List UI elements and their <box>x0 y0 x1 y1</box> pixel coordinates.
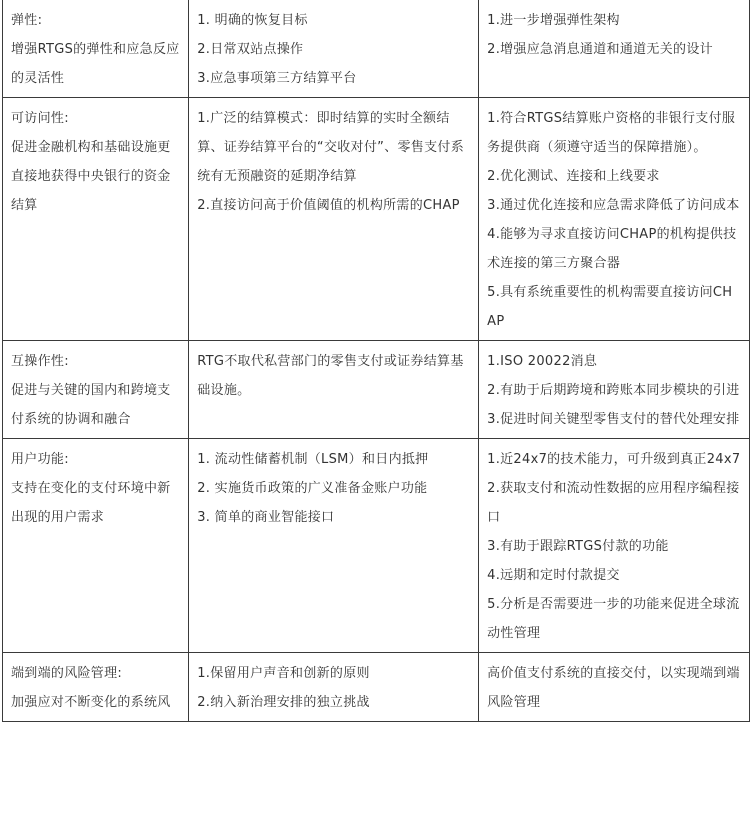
cell-line: 互操作性: <box>11 354 69 369</box>
cell-line: 2.优化测试、连接和上线要求 <box>487 169 660 184</box>
cell-line: 支持在变化的支付环境中新出现的用户需求 <box>11 481 171 525</box>
cell-line: 1. 流动性储蓄机制（LSM）和日内抵押 <box>197 452 429 467</box>
cell-line: 1.ISO 20022消息 <box>487 354 598 369</box>
table-body <box>3 0 750 722</box>
table-cell-col1 <box>3 653 189 722</box>
table-cell-col1 <box>3 98 189 341</box>
cell-line: 弹性: <box>11 13 43 28</box>
cell-line: 2.有助于后期跨境和跨账本同步模块的引进 <box>487 383 740 398</box>
comparison-table <box>2 0 750 722</box>
cell-line: 可访问性: <box>11 111 69 126</box>
cell-line: 3. 简单的商业智能接口 <box>197 510 335 525</box>
cell-line: 促进与关键的国内和跨境支付系统的协调和融合 <box>11 383 171 427</box>
cell-line: RTG不取代私营部门的零售支付或证券结算基础设施。 <box>197 354 464 398</box>
cell-line: 1.近24x7的技术能力，可升级到真正24x7 <box>487 452 741 467</box>
cell-line: 高价值支付系统的直接交付，以实现端到端风险管理 <box>487 666 740 710</box>
table-cell-col2 <box>189 0 479 98</box>
cell-line: 1.进一步增强弹性架构 <box>487 13 620 28</box>
cell-line: 4.能够为寻求直接访问CHAP的机构提供技术连接的第三方聚合器 <box>487 227 737 271</box>
table-row <box>3 0 750 98</box>
cell-line: 加强应对不断变化的系统风 <box>11 695 171 710</box>
table-cell-col3 <box>479 439 750 653</box>
cell-line: 3.通过优化连接和应急需求降低了访问成本 <box>487 198 740 213</box>
table-cell-col2 <box>189 439 479 653</box>
cell-line: 端到端的风险管理: <box>11 666 123 681</box>
table-cell-col1 <box>3 341 189 439</box>
table-cell-col2 <box>189 341 479 439</box>
cell-line: 增强RTGS的弹性和应急反应的灵活性 <box>11 42 180 86</box>
cell-line: 5.分析是否需要进一步的功能来促进全球流动性管理 <box>487 597 740 641</box>
cell-line: 用户功能: <box>11 452 69 467</box>
cell-line: 4.远期和定时付款提交 <box>487 568 620 583</box>
table-row <box>3 341 750 439</box>
table-cell-col3 <box>479 0 750 98</box>
table-cell-col1 <box>3 0 189 98</box>
cell-line: 1.符合RTGS结算账户资格的非银行支付服务提供商（须遵守适当的保障措施）。 <box>487 111 736 155</box>
cell-line: 促进金融机构和基础设施更直接地获得中央银行的资金结算 <box>11 140 171 213</box>
cell-line: 3.应急事项第三方结算平台 <box>197 71 357 86</box>
cell-line: 3.有助于跟踪RTGS付款的功能 <box>487 539 669 554</box>
cell-line: 2. 实施货币政策的广义准备金账户功能 <box>197 481 428 496</box>
table-row <box>3 439 750 653</box>
table-cell-col2 <box>189 653 479 722</box>
cell-line: 5.具有系统重要性的机构需要直接访问CHAP <box>487 285 733 329</box>
table-row <box>3 653 750 722</box>
cell-line: 2.增强应急消息通道和通道无关的设计 <box>487 42 713 57</box>
cell-line: 1. 明确的恢复目标 <box>197 13 308 28</box>
cell-line: 2.直接访问高于价值阈值的机构所需的CHAP <box>197 198 460 213</box>
cell-line: 2.获取支付和流动性数据的应用程序编程接口 <box>487 481 740 525</box>
cell-line: 2.纳入新治理安排的独立挑战 <box>197 695 370 710</box>
cell-line: 2.日常双站点操作 <box>197 42 304 57</box>
table-cell-col3 <box>479 341 750 439</box>
cell-line: 1.保留用户声音和创新的原则 <box>197 666 370 681</box>
table-row <box>3 98 750 341</box>
cell-line: 3.促进时间关键型零售支付的替代处理安排 <box>487 412 740 427</box>
table-cell-col3 <box>479 653 750 722</box>
table-cell-col3 <box>479 98 750 341</box>
cell-line: 1.广泛的结算模式：即时结算的实时全额结算、证券结算平台的“交收对付”、零售支付系统有无预融资的延期净结算 <box>197 111 464 184</box>
table-cell-col1 <box>3 439 189 653</box>
table-cell-col2 <box>189 98 479 341</box>
